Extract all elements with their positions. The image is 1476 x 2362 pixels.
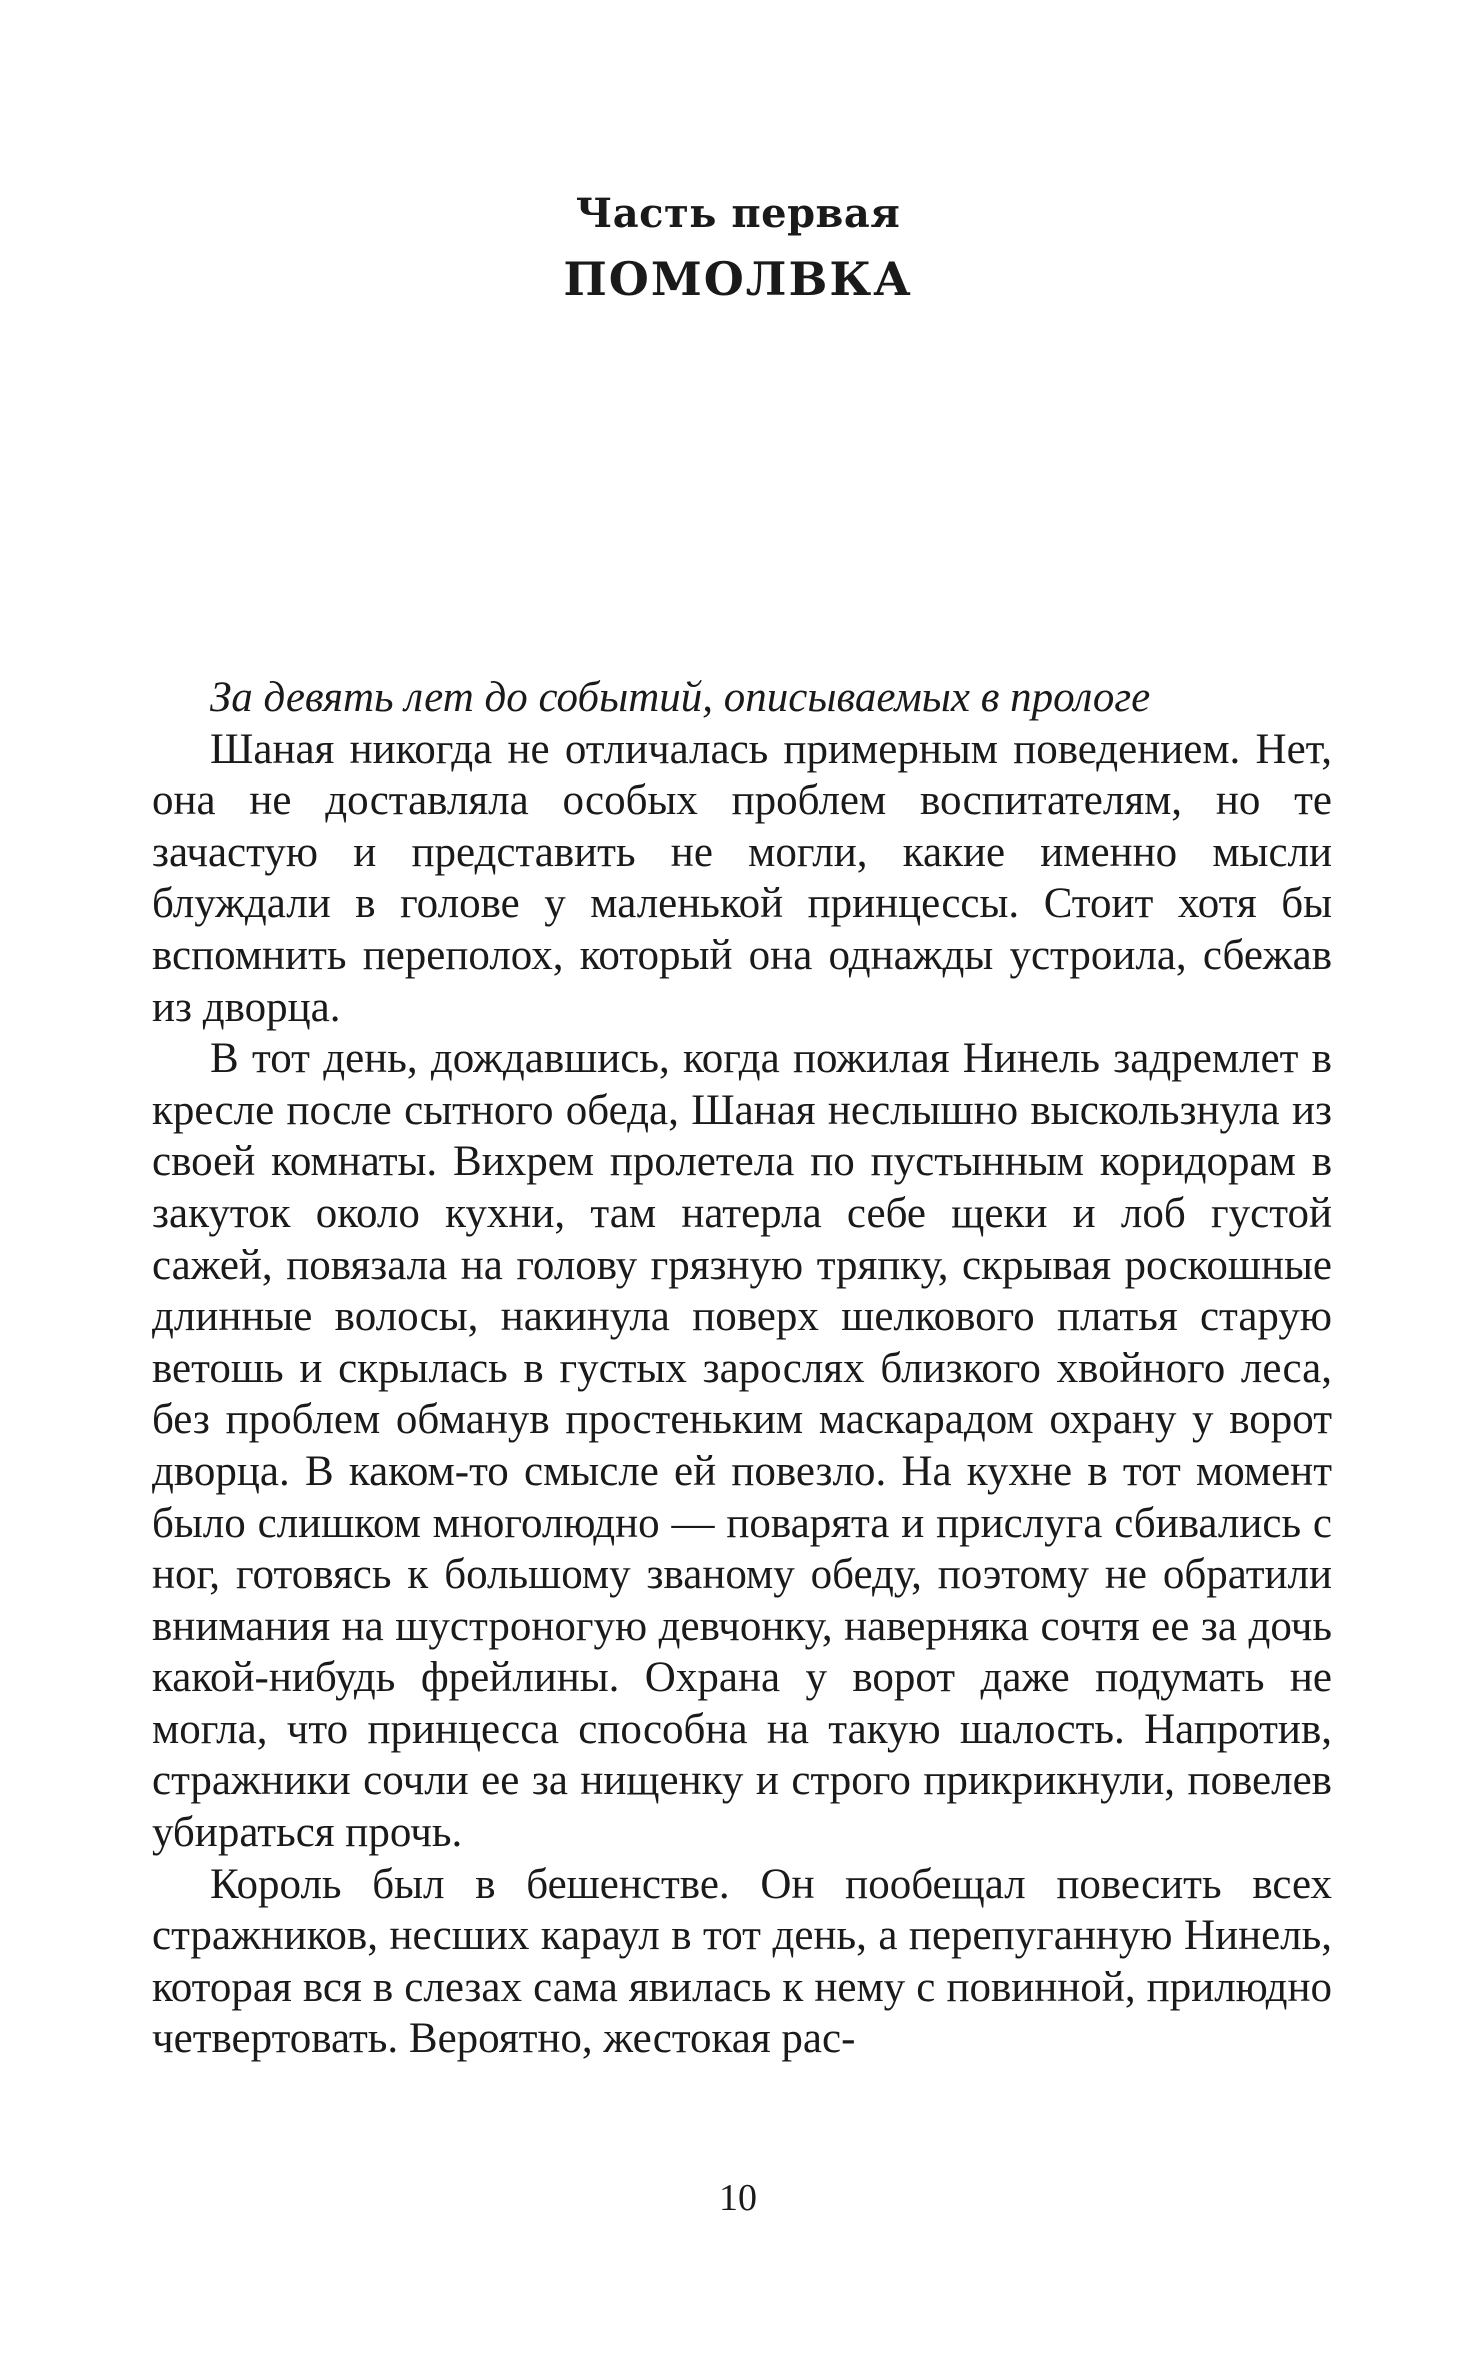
paragraph: Король был в бешенстве. Он пообещал повесить всех стражников, несших караул в тот день, а перепуганную Нинель, которая вся в слезах сама явилась к нему с повинной, прилюдно четвертовать. Вероятно, жестокая рас-	[152, 1860, 1332, 2063]
paragraph: В тот день, дождавшись, когда пожилая Нинель задремлет в кресле после сытного обеда, Шаная неслышно выскользнула из своей комнаты. Вихрем пролетела по пустынным коридорам в закуток около кухни, там натерла себе щеки и лоб густой сажей, повязала на голову грязную тряпку, скрывая роскошные длинные волосы, накинула поверх шелкового платья старую ветошь и скрылась в густых зарослях близкого хвойного леса, без проблем обманув простеньким маскарадом охрану у ворот дворца. В каком-то смысле ей повезло. На кухне в тот момент было слишком многолюдно — поварята и прислуга сбивались с ног, готовясь к большому званому обеду, поэтому не обратили внимания на шустроногую девчонку, наверняка сочтя ее за дочь какой-нибудь фрейлины. Охрана у ворот даже подумать не могла, что принцесса способна на такую шалость. Напротив, стражники сочли ее за нищенку и строго прикрикнули, повелев убираться прочь.	[152, 1035, 1332, 1857]
part-label: Часть первая	[575, 190, 901, 237]
epigraph: За девять лет до событий, описываемых в прологе	[210, 674, 1151, 721]
paragraph: Шаная никогда не отличалась примерным поведением. Нет, она не доставляла особых проблем воспитателям, но те зачастую и представить не могли, какие именно мысли блуждали в голове у маленькой принцессы. Стоит хотя бы вспомнить переполох, который она однажды устроила, сбежав из дворца.	[152, 725, 1332, 1031]
part-title: ПОМОЛВКА	[563, 252, 913, 306]
page-number: 10	[719, 2177, 757, 2219]
body-text	[152, 672, 1332, 2065]
